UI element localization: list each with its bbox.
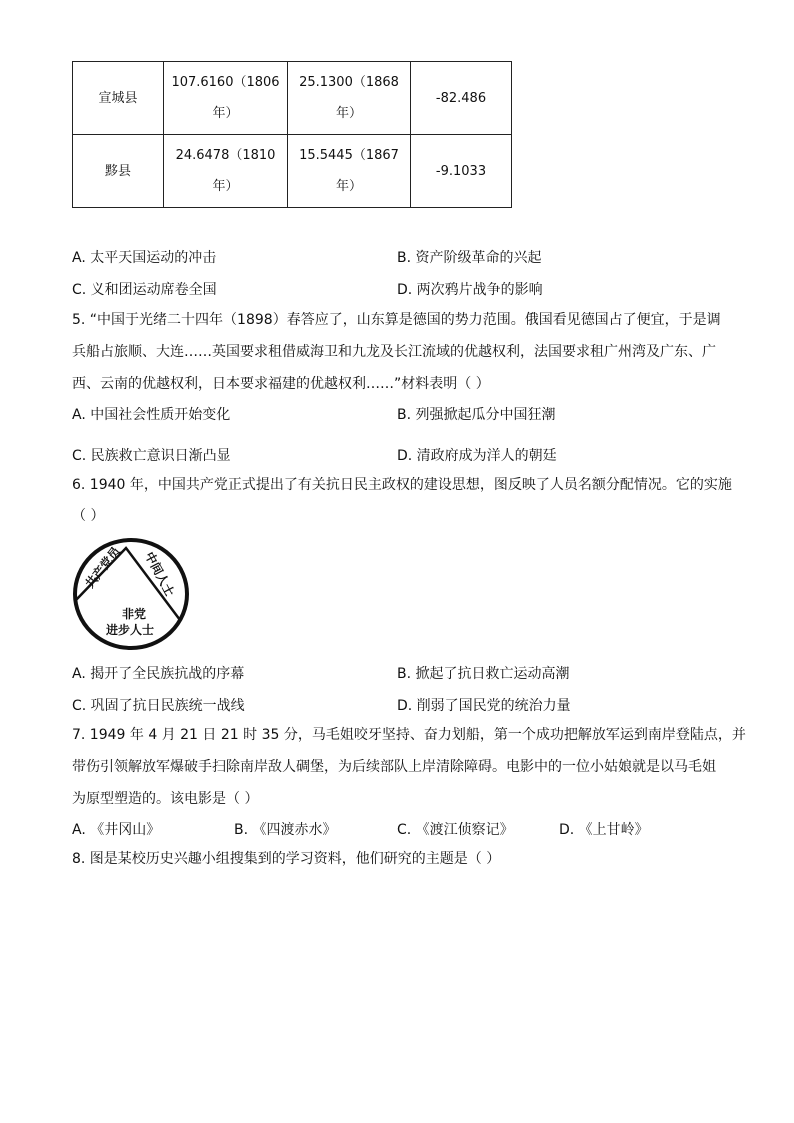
q5-stem-line1: 5. “中国于光绪二十四年（1898）春答应了，山东算是德国的势力范围。俄国看见德国占了便宜，于是调 — [72, 312, 721, 328]
population-table — [72, 61, 512, 208]
q6-option-c[interactable]: C. 巩固了抗日民族统一战线 — [72, 698, 245, 714]
q7-option-b[interactable]: B. 《四渡赤水》 — [234, 822, 337, 838]
population-change: -82.486 — [411, 62, 512, 135]
label-non-party-line2: 进步人士 — [105, 623, 155, 637]
county-name: 宣城县 — [73, 62, 164, 135]
population-change: -9.1033 — [411, 135, 512, 208]
q6-option-b[interactable]: B. 掀起了抗日救亡运动高潮 — [397, 666, 570, 682]
label-middle-people: 中间人士 — [142, 549, 177, 599]
q5-option-a[interactable]: A. 中国社会性质开始变化 — [72, 407, 231, 423]
q7-option-d[interactable]: D. 《上甘岭》 — [559, 822, 649, 838]
label-non-party-line1: 非党 — [121, 607, 147, 621]
q4-option-c[interactable]: C. 义和团运动席卷全国 — [72, 282, 217, 298]
q6-stem-line2: （ ） — [72, 508, 105, 524]
q5-option-c[interactable]: C. 民族救亡意识日渐凸显 — [72, 448, 231, 464]
q5-option-b[interactable]: B. 列强掀起瓜分中国狂潮 — [397, 407, 556, 423]
q8-stem-line1: 8. 图是某校历史兴趣小组搜集到的学习资料，他们研究的主题是（ ） — [72, 851, 501, 867]
table-row — [73, 62, 512, 135]
q5-stem-line3: 西、云南的优越权利，日本要求福建的优越权利……”材料表明（ ） — [72, 376, 490, 392]
q6-stem-line1: 6. 1940 年，中国共产党正式提出了有关抗日民主政权的建设思想，图反映了人员名额分配情况。它的实施 — [72, 477, 732, 493]
q7-option-c[interactable]: C. 《渡江侦察记》 — [397, 822, 514, 838]
population-after: 25.1300（1868 年） — [288, 62, 411, 135]
q6-option-a[interactable]: A. 揭开了全民族抗战的序幕 — [72, 666, 245, 682]
q5-option-d[interactable]: D. 清政府成为洋人的朝廷 — [397, 448, 557, 464]
q7-stem-line3: 为原型塑造的。该电影是（ ） — [72, 791, 259, 807]
population-after: 15.5445（1867 年） — [288, 135, 411, 208]
table-row — [73, 135, 512, 208]
seat-allocation-diagram — [72, 538, 190, 650]
population-before: 24.6478（1810 年） — [164, 135, 288, 208]
q4-option-b[interactable]: B. 资产阶级革命的兴起 — [397, 250, 542, 266]
q7-option-a[interactable]: A. 《井冈山》 — [72, 822, 161, 838]
q6-option-d[interactable]: D. 削弱了国民党的统治力量 — [397, 698, 571, 714]
population-before: 107.6160（1806 年） — [164, 62, 288, 135]
q7-stem-line2: 带伤引领解放军爆破手扫除南岸敌人碉堡，为后续部队上岸清除障碍。电影中的一位小姑娘就是以马毛姐 — [72, 759, 716, 775]
q4-option-d[interactable]: D. 两次鸦片战争的影响 — [397, 282, 543, 298]
q7-stem-line1: 7. 1949 年 4 月 21 日 21 时 35 分，马毛姐咬牙坚持、奋力划船，第一个成功把解放军运到南岸登陆点，并 — [72, 727, 746, 743]
county-name: 黟县 — [73, 135, 164, 208]
label-communist-members: 共产党员 — [82, 544, 124, 591]
q5-stem-line2: 兵船占旅顺、大连……英国要求租借威海卫和九龙及长江流域的优越权利，法国要求租广州湾及广东、广 — [72, 344, 716, 360]
q4-option-a[interactable]: A. 太平天国运动的冲击 — [72, 250, 217, 266]
